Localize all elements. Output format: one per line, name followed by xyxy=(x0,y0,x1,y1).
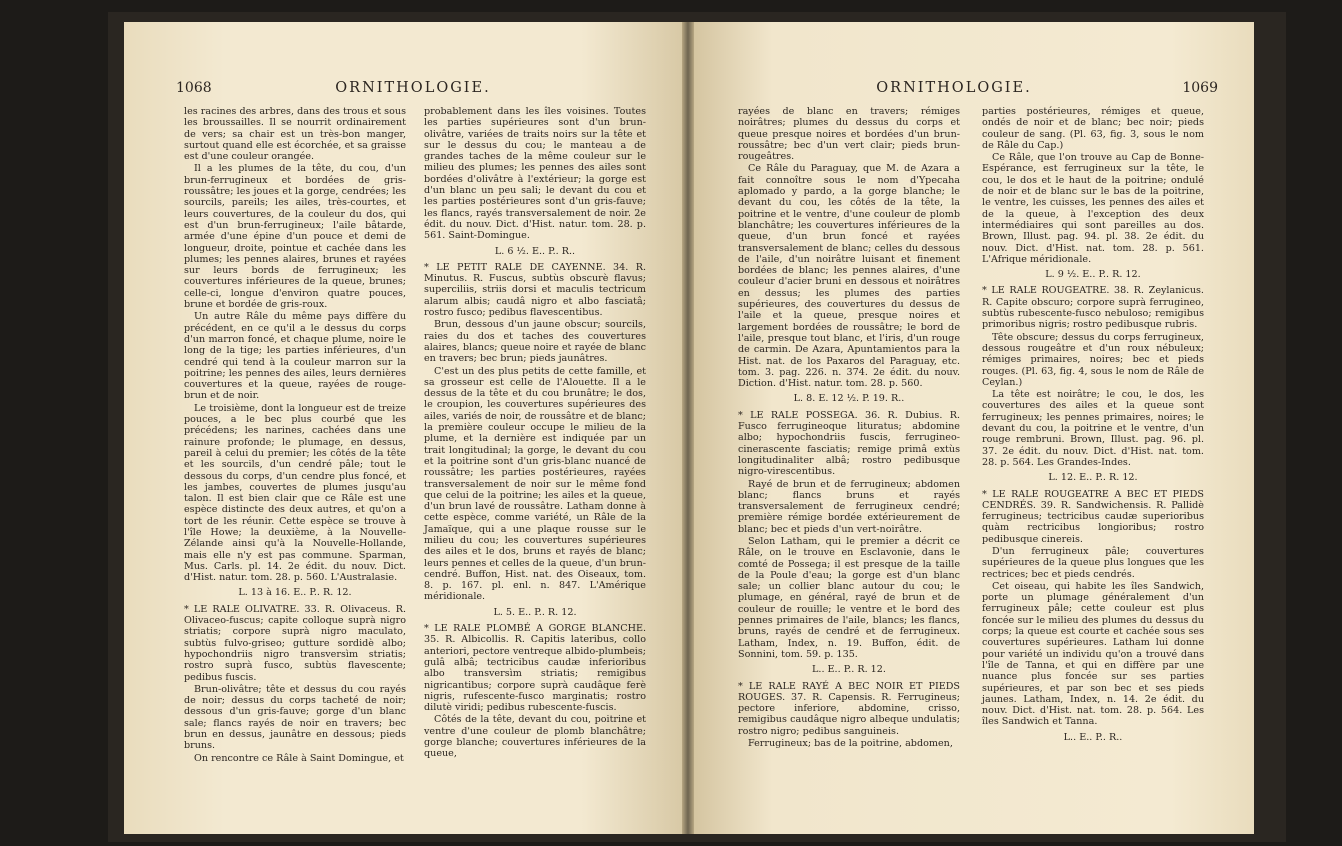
measurement-line: L. 6 ½. E.. P.. R.. xyxy=(494,245,576,257)
right-page xyxy=(694,22,1254,834)
text-paragraph: D'un ferrugineux pâle; couvertures supérieures de la queue plus longues que les rectrices; bec et pieds cendrés. xyxy=(982,545,1204,580)
left-column-1 xyxy=(184,106,406,765)
text-paragraph: parties postérieures, rémiges et queue, ondés de noir et de blanc; bec noir; pieds couleur de sang. (Pl. 63, fig. 3, sous le nom de Râle du Cap.) xyxy=(982,106,1204,151)
right-column-2 xyxy=(982,106,1204,748)
open-book xyxy=(108,12,1286,842)
left-page xyxy=(124,22,682,834)
measurement-line: L.. E.. P.. R. 12. xyxy=(812,664,886,676)
measurement-line: L. 8. E. 12 ½. P. 19. R.. xyxy=(793,393,905,405)
text-paragraph: Cet oiseau, qui habite les îles Sandwich, porte un plumage généralement d'un ferrugineux pâle; cette couleur est plus foncée sur le milieu des plumes du dessus du corps; la queue est courte et cachée sous ses couvertures supérieures. Latham lui donne pour variété un individu qu'on a trouvé dans l'île de Tanna, et qui en diffère par une nuance plus foncée sur ses parties supérieures, et par son bec et ses pieds jaunes. Latham, Index, n. 14. 2e édit. du nouv. Dict. d'Hist. nat. tom. 28. p. 564. Les îles Sandwich et Tanna. xyxy=(982,580,1204,728)
text-paragraph: Un autre Râle du même pays diffère du précédent, en ce qu'il a le dessus du corps d'un marron foncé, et chaque plume, noire le long de la tige; les parties inférieures, d'un cendré qui tend à la couleur marron sur la poitrine; les pennes des ailes, leurs dernières couvertures et la queue, rayées de rouge-brun et de noir. xyxy=(184,311,406,402)
species-entry-heading: * LE RALE POSSEGA. 36. R. Dubius. R. Fusco ferrugineoque lituratus; abdomine albo; hypochondriis fuscis, ferrugineo-cinerascente fasciatis; remige primâ extùs longitudinaliter albâ; rostro pedibusque nigro-virescentibus. xyxy=(738,409,960,478)
species-entry-heading: * LE RALE ROUGEATRE. 38. R. Zeylanicus. R. Capite obscuro; corpore suprà ferrugineo, subtùs rubescente-fusco nebuloso; remigibus primoribus nigris; rostro pedibusque rubris. xyxy=(982,285,1204,331)
left-running-head xyxy=(124,80,682,102)
measurement-line: L. 5. E.. P.. R. 12. xyxy=(493,606,577,618)
measurement-line: L. 13 à 16. E.. P.. R. 12. xyxy=(238,587,352,599)
species-entry-heading: * LE RALE ROUGEATRE A BEC ET PIEDS CENDRÉS. 39. R. Sandwichensis. R. Pallidè ferrugineus; tectricibus caudæ superioribus quàm rectricibus longioribus; rostro pedibusque cinereis. xyxy=(982,488,1204,545)
text-paragraph: Le troisième, dont la longueur est de treize pouces, a le bec plus courbé que les précédens; les narines, cachées dans une rainure profonde; le plumage, en dessus, pareil à celui du premier; les côtés de la tête et les sourcils, d'un cendré pâle; tout le dessous du corps, d'un cendre plus foncé, et les jambes, couvertes de plumes jusqu'au talon. Il est bien clair que ce Râle est une espèce distincte des deux autres, et qu'on a tort de les réunir. Cette espèce se trouve à l'île Howe; la deuxième, à la Nouvelle-Zélande ainsi qu'à la Nouvelle-Hollande, mais elle n'y est pas commune. Sparman, Mus. Carls. pl. 14. 2e édit. du nouv. Dict. d'Hist. natur. tom. 28. p. 560. L'Australasie. xyxy=(184,402,406,584)
text-paragraph: Rayé de brun et de ferrugineux; abdomen blanc; flancs bruns et rayés transversalement de ferrugineux cendré; première rémige bordée extérieurement de blanc; bec et pieds d'un vert-noirâtre. xyxy=(738,478,960,535)
text-paragraph: probablement dans les îles voisines. Toutes les parties supérieures sont d'un brun-olivâtre, variées de traits noirs sur la tête et sur le dessus du cou; le manteau a de grandes taches de la même couleur sur le milieu des plumes; les pennes des ailes sont bordées d'olivâtre à l'extérieur; la gorge est d'un blanc un peu sali; le devant du cou et les parties postérieures sont d'un gris-fauve; les flancs, rayés transversalement de noir. 2e édit. du nouv. Dict. d'Hist. natur. tom. 28. p. 561. Saint-Domingue. xyxy=(424,106,646,242)
text-paragraph: Ce Râle du Paraguay, que M. de Azara a fait connoître sous le nom d'Ypecaha aplomado y pardo, a la gorge blanche; le devant du cou, les côtés de la tête, la poitrine et le ventre, d'une couleur de plomb blanchâtre; les couvertures inférieures de la queue, d'un brun foncé et rayées transversalement de blanc; celles du dessous de l'aile, d'un noirâtre luisant et finement bordées de blanc; les pennes alaires, d'une couleur d'acier bruni en dessous et noirâtres en dessus; les plumes des parties supérieures, des couvertures du dessus de l'aile et la queue, presque noires et largement bordées de roussâtre; le bord de l'aile, presque tout blanc, et l'iris, d'un rouge de carmin. De Azara, Apuntamientos para la Hist. nat. de los Paxaros del Paraguay, etc. tom. 3. pag. 226. n. 374. 2e édit. du nouv. Diction. d'Hist. natur. tom. 28. p. 560. xyxy=(738,163,960,390)
measurement-line: L. 12. E.. P.. R. 12. xyxy=(1048,472,1138,484)
right-running-title: ORNITHOLOGIE. xyxy=(876,80,1032,96)
right-running-head xyxy=(694,80,1254,102)
measurement-line: L. 9 ½. E.. P.. R. 12. xyxy=(1045,269,1141,281)
left-column-2 xyxy=(424,106,646,761)
text-paragraph: Brun, dessous d'un jaune obscur; sourcils, raies du dos et taches des couvertures alaires, blancs; queue noire et rayée de blanc en travers; bec brun; pieds jaunâtres. xyxy=(424,319,646,365)
left-page-number: 1068 xyxy=(176,80,212,96)
species-entry-heading: * LE PETIT RALE DE CAYENNE. 34. R. Minutus. R. Fuscus, subtùs obscurè flavus; superciliis, striis dorsi et maculis tectricum alarum albis; caudâ nigro et albo fasciatâ; rostro fusco; pedibus flavescentibus. xyxy=(424,261,646,319)
text-paragraph: Brun-olivâtre; tête et dessus du cou rayés de noir; dessus du corps tacheté de noir; dessous d'un gris-fauve; gorge d'un blanc sale; flancs rayés de noir en travers; bec brun en dessus, jaunâtre en dessous; pieds bruns. xyxy=(184,683,406,752)
text-paragraph: Ce Râle, que l'on trouve au Cap de Bonne-Espérance, est ferrugineux sur la tête, le cou, le dos et le haut de la poitrine; ondulé de noir et de blanc sur le bas de la poitrine, le ventre, les cuisses, les pennes des ailes et de la queue, à l'exception des deux intermédiaires qui sont pareilles au dos. Brown, Illust. pag. 94. pl. 38. 2e édit. du nouv. Dict. d'Hist. nat. tom. 28. p. 561. L'Afrique méridionale. xyxy=(982,152,1204,265)
text-paragraph: La tête est noirâtre; le cou, le dos, les couvertures des ailes et la queue sont ferrugineux; les pennes primaires, noires; le devant du cou, la poitrine et le ventre, d'un rouge rembruni. Brown, Illust. pag. 96. pl. 37. 2e édit. du nouv. Dict. d'Hist. nat. tom. 28. p. 564. Les Grandes-Indes. xyxy=(982,389,1204,468)
text-paragraph: On rencontre ce Râle à Saint Domingue, et xyxy=(194,752,404,764)
text-paragraph: Il a les plumes de la tête, du cou, d'un brun-ferrugineux et bordées de gris-roussâtre; les joues et la gorge, cendrées; les sourcils, pareils; les ailes, très-courtes, et leurs couvertures, de la couleur du dos, qui est d'un brun-ferrugineux; l'aile bâtarde, armée d'une épine d'un pouce et demi de longueur, droite, pointue et cachée dans les plumes; les pennes alaires, brunes et rayées sur leurs bords de ferrugineux; les couvertures inférieures de la queue, brunes; celle-ci, longue d'environ quatre pouces, brune et bordée de gris-roux. xyxy=(184,163,406,311)
text-paragraph: les racines des arbres, dans des trous et sous les broussailles. Il se nourrit ordinairement de vers; sa chair est un très-bon manger, surtout quand elle est écorchée, et sa graisse est d'une couleur orangée. xyxy=(184,106,406,163)
right-page-number: 1069 xyxy=(1182,80,1218,96)
species-entry-heading: * LE RALE PLOMBÉ A GORGE BLANCHE. 35. R. Albicollis. R. Capitis lateribus, collo anteriori, pectore ventreque albido-plumbeis; gulâ albâ; tectricibus caudæ inferioribus albo transversìm striatis; remigibus nigricantibus; corpore suprà caudâque ferè nigris, rufescente-fusco marginatis; rostro dilutè viridi; pedibus rubescente-fuscis. xyxy=(424,623,646,714)
book-gutter xyxy=(682,22,694,834)
left-running-title: ORNITHOLOGIE. xyxy=(335,80,491,96)
text-paragraph: Côtés de la tête, devant du cou, poitrine et ventre d'une couleur de plomb blanchâtre; gorge blanche; couvertures inférieures de la queue, xyxy=(424,714,646,760)
text-paragraph: Ferrugineux; bas de la poitrine, abdomen, xyxy=(748,738,953,750)
species-entry-heading: * LE RALE RAYÉ A BEC NOIR ET PIEDS ROUGES. 37. R. Capensis. R. Ferrugineus; pectore inferiore, abdomine, crisso, remigibus caudâque nigro albeque undulatis; rostro nigro; pedibus sanguineis. xyxy=(738,680,960,737)
text-paragraph: C'est un des plus petits de cette famille, et sa grosseur est celle de l'Alouette. Il a le dessus de la tête et du cou brunâtre; le dos, le croupion, les couvertures supérieures des ailes, variés de noir, de roussâtre et de blanc; la première couleur occupe le milieu de la plume, et la dernière est indiquée par un trait longitudinal; la gorge, le devant du cou et la poitrine sont d'un gris-blanc nuancé de roussâtre; les parties postérieures, rayées transversalement de noir sur le même fond que celui de la poitrine; les ailes et la queue, d'un brun lavé de roussâtre. Latham donne à cette espèce, comme variété, un Râle de la Jamaïque, qui a une plaque rousse sur le milieu du cou; les couvertures supérieures des ailes et le dos, bruns et rayés de blanc; leurs pennes et celles de la queue, d'un brun-cendré. Buffon, Hist. nat. des Oiseaux, tom. 8. p. 167. pl. enl. n. 847. L'Amérique méridionale. xyxy=(424,365,646,603)
text-paragraph: rayées de blanc en travers; rémiges noirâtres; plumes du dessus du corps et queue presque noires et bordées d'un brun-roussâtre; bec d'un vert clair; pieds brun-rougeâtres. xyxy=(738,106,960,163)
species-entry-heading: * LE RALE OLIVATRE. 33. R. Olivaceus. R. Olivaceo-fuscus; capite colloque suprà nigro striatis; corpore suprà nigro maculato, subtùs fulvo-griseo; gutture sordidè albo; hypochondriis nigro transversìm striatis; rostro suprà fusco, subtùs flavescente; pedibus fuscis. xyxy=(184,603,406,683)
text-paragraph: Selon Latham, qui le premier a décrit ce Râle, on le trouve en Esclavonie, dans le comté de Possega; il est presque de la taille de la Poule d'eau; la gorge est d'un blanc sale; un collier blanc autour du cou; le plumage, en général, rayé de brun et de couleur de rouille; le ventre et le bord des pennes primaires de l'aile, blancs; les flancs, bruns, rayés de cendré et de ferrugineux. Latham, Index, n. 19. Buffon, édit. de Sonnini, tom. 59. p. 135. xyxy=(738,535,960,660)
text-paragraph: Tête obscure; dessus du corps ferrugineux, dessous rougeâtre et d'un roux nébuleux; rémiges primaires, noires; bec et pieds rouges. (Pl. 63, fig. 4, sous le nom de Râle de Ceylan.) xyxy=(982,331,1204,388)
measurement-line: L.. E.. P.. R.. xyxy=(1063,731,1123,743)
right-column-1 xyxy=(738,106,960,750)
